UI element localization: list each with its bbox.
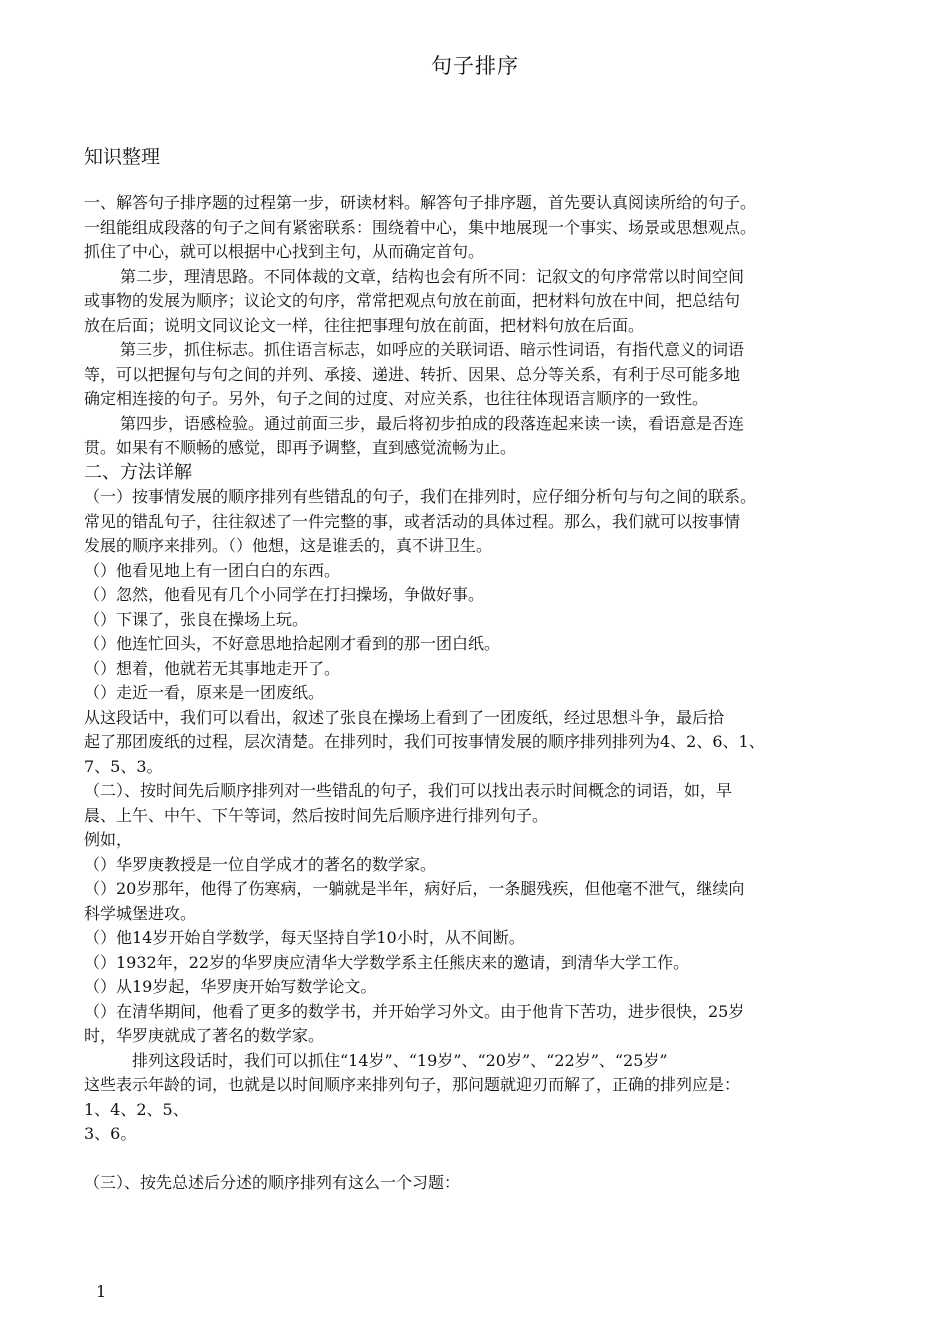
list-item: （）1932年，22岁的华罗庚应清华大学数学系主任熊庆来的邀请，到清华大学工作。: [84, 952, 690, 972]
list-item: （）走近一看，原来是一团废纸。: [84, 683, 325, 702]
document-title: 句子排序: [431, 54, 519, 78]
paragraph-line: 确定相连接的句子。另外，句子之间的过度、对应关系，也往往体现语言顺序的一致性。: [84, 389, 709, 408]
list-item: （）忽然，他看见有几个小同学在打扫操场，争做好事。: [84, 585, 485, 604]
paragraph-line: 或事物的发展为顺序；议论文的句序，常常把观点句放在前面，把材料句放在中间，把总结句: [84, 291, 741, 310]
paragraph-line: 第三步，抓住标志。抓住语言标志，如呼应的关联词语、暗示性词语，有指代意义的词语: [120, 340, 745, 359]
paragraph-line: （一）按事情发展的顺序排列有些错乱的句子，我们在排列时，应仔细分析句与句之间的联系。: [84, 487, 757, 506]
list-item: （）20岁那年，他得了伤寒病，一躺就是半年，病好后，一条腿残疾，但他毫不泄气，继续向: [84, 879, 745, 898]
paragraph-line: 等，可以把握句与句之间的并列、承接、递进、转折、因果、总分等关系，有利于尽可能多地: [84, 364, 741, 384]
paragraph-line: 一、解答句子排序题的过程第一步，研读材料。解答句子排序题，首先要认真阅读所给的句子。: [84, 193, 757, 212]
list-item: （）想着，他就若无其事地走开了。: [84, 658, 341, 678]
subsection-heading: 二、方法详解: [84, 461, 192, 483]
paragraph-line: 第四步，语感检验。通过前面三步，最后将初步拍成的段落连起来读一读，看语意是否连: [120, 413, 745, 433]
list-item: （）从19岁起，华罗庚开始写数学论文。: [84, 977, 377, 996]
section-heading: 知识整理: [84, 146, 161, 168]
paragraph-line: 1、4、2、5、: [84, 1099, 189, 1119]
paragraph-line: （二）、按时间先后顺序排列对一些错乱的句子，我们可以找出表示时间概念的词语，如，早: [84, 781, 733, 800]
paragraph-line: 晨、上午、中午、下午等词，然后按时间先后顺序进行排列句子。: [84, 805, 549, 825]
paragraph-line: 排列这段话时，我们可以抓住“14岁”、“19岁”、“20岁”、“22岁”、“25岁”: [132, 1050, 668, 1070]
list-item: （）他14岁开始自学数学，每天坚持自学10小时，从不间断。: [84, 928, 525, 947]
list-item: （）下课了，张良在操场上玩。: [84, 609, 309, 629]
paragraph-line: 3、6。: [84, 1124, 137, 1143]
paragraph-line: 常见的错乱句子，往往叙述了一件完整的事，或者活动的具体过程。那么，我们就可以按事情: [84, 511, 741, 531]
page-number: 1: [96, 1282, 107, 1301]
paragraph-line: 7、5、3。: [84, 756, 163, 776]
blank-line: [84, 1147, 884, 1172]
paragraph-line: 起了那团废纸的过程，层次清楚。在排列时，我们可按事情发展的顺序排列排列为4、2、6、1、: [84, 732, 765, 751]
list-item: （）他连忙回头，不好意思地拾起刚才看到的那一团白纸。: [84, 634, 501, 653]
document-body: [84, 191, 884, 1196]
list-item: 时，华罗庚就成了著名的数学家。: [84, 1026, 325, 1045]
paragraph-line: 贯。如果有不顺畅的感觉，即再予调整，直到感觉流畅为止。: [84, 438, 517, 457]
paragraph-line: 例如，: [84, 830, 133, 849]
paragraph-line: 第二步，理清思路。不同体裁的文章，结构也会有所不同：记叙文的句序常常以时间空间: [120, 266, 745, 286]
list-item: 科学城堡进攻。: [84, 903, 197, 923]
paragraph-line: 这些表示年龄的词，也就是以时间顺序来排列句子，那问题就迎刃而解了，正确的排列应是：: [84, 1075, 741, 1094]
paragraph-line: 发展的顺序来排列。（）他想，这是谁丢的，真不讲卫生。: [84, 536, 493, 555]
paragraph-line: （三）、按先总述后分述的顺序排列有这么一个习题：: [84, 1173, 461, 1192]
paragraph-line: 放在后面；说明文同议论文一样，往往把事理句放在前面，把材料句放在后面。: [84, 315, 645, 335]
paragraph-line: 抓住了中心，就可以根据中心找到主句，从而确定首句。: [84, 242, 485, 261]
list-item: （）在清华期间，他看了更多的数学书，并开始学习外文。由于他肯下苦功，进步很快，25岁: [84, 1001, 745, 1021]
list-item: （）华罗庚教授是一位自学成才的著名的数学家。: [84, 854, 437, 874]
list-item: （）他看见地上有一团白白的东西。: [84, 560, 341, 580]
paragraph-line: 一组能组成段落的句子之间有紧密联系：围绕着中心，集中地展现一个事实、场景或思想观点。: [84, 217, 757, 237]
paragraph-line: 从这段话中，我们可以看出，叙述了张良在操场上看到了一团废纸，经过思想斗争，最后拾: [84, 707, 725, 727]
